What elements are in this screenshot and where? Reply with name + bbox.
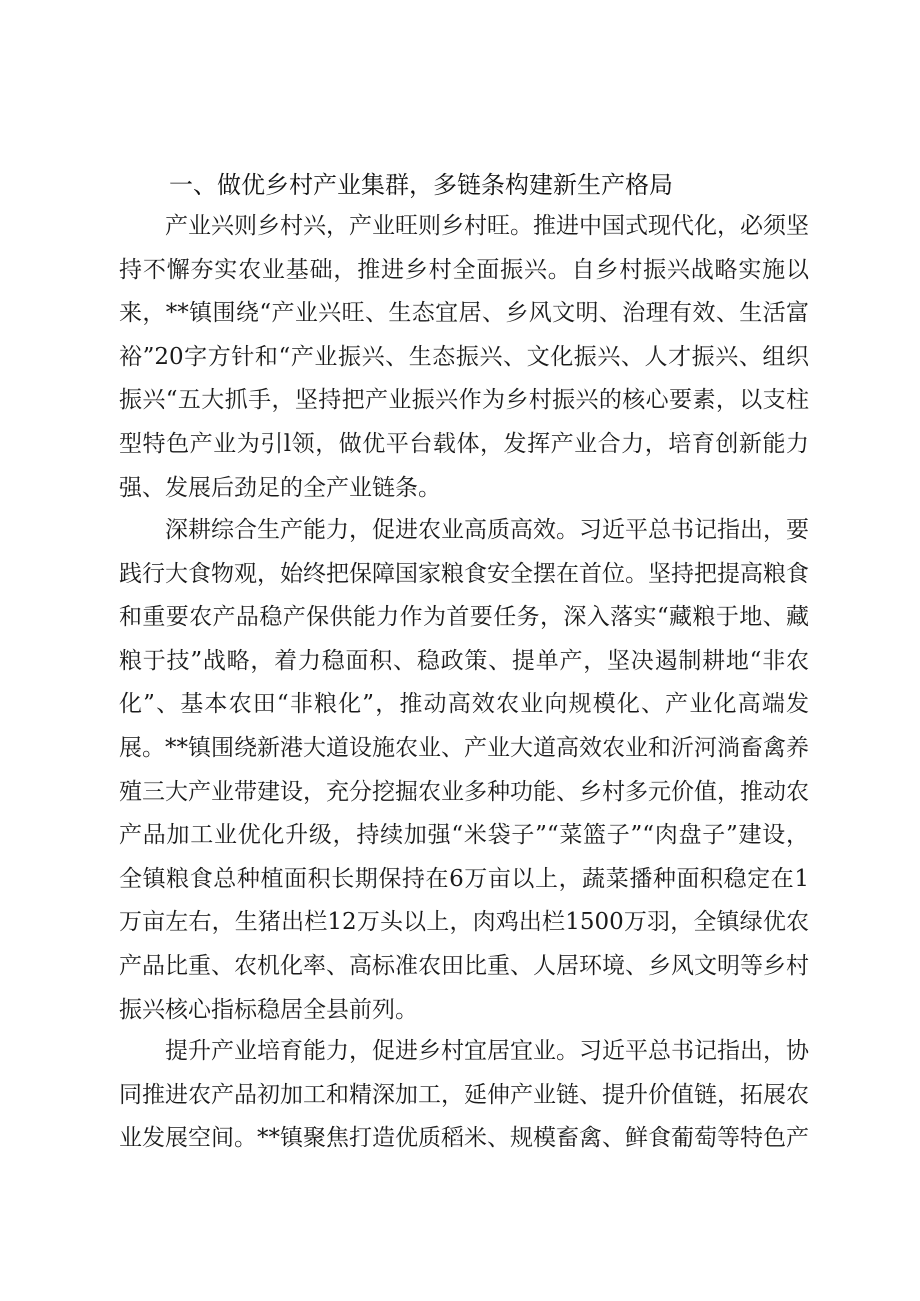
paragraph-production-capacity: 深耕综合生产能力，促进农业高质高效。习近平总书记指出，要践行大食物观，始终把保障国家粮食安全摆在首位。坚持把提高粮食和重要农产品稳产保供能力作为首要任务，深入落实“藏粮于地、藏粮于技”战略，着力稳面积、稳政策、提单产，坚决遏制耕地“非农化”、基本农田“非粮化”，推动高效农业向规模化、产业化高端发展。**镇围绕新港大道设施农业、产业大道高效农业和沂河淌畜禽养殖三大产业带建设，充分挖掘农业多种功能、乡村多元价值，推动农产品加工业优化升级，持续加强“米袋子”“菜篮子”“肉盘子”建设，全镇粮食总种植面积长期保持在6万亩以上，蔬菜播种面积稳定在1万亩左右，生猪出栏12万头以上，肉鸡出栏1500万羽，全镇绿优农产品比重、农机化率、高标准农田比重、人居环境、乡风文明等乡村振兴核心指标稳居全县前列。 <box>119 517 809 1023</box>
section-heading: 一、做优乡村产业集群，多链条构建新生产格局 <box>169 171 673 199</box>
paragraph-industry-revitalization: 产业兴则乡村兴，产业旺则乡村旺。推进中国式现代化，必须坚持不懈夯实农业基础，推进乡村全面振兴。自乡村振兴战略实施以来，**镇围绕“产业兴旺、生态宜居、乡风文明、治理有效、生活富裕”20字方针和“产业振兴、生态振兴、文化振兴、人才振兴、组织振兴“五大抓手，坚持把产业振兴作为乡村振兴的核心要素，以支柱型特色产业为引l领，做优平台载体，发挥产业合力，培育创新能力强、发展后劲足的全产业链条。 <box>119 213 809 501</box>
paragraph-industry-cultivation: 提升产业培育能力，促进乡村宜居宜业。习近平总书记指出，协同推进农产品初加工和精深加工，延伸产业链、提升价值链，拓展农业发展空间。**镇聚焦打造优质稻米、规模畜禽、鲜食葡萄等特色产 <box>119 1038 809 1152</box>
